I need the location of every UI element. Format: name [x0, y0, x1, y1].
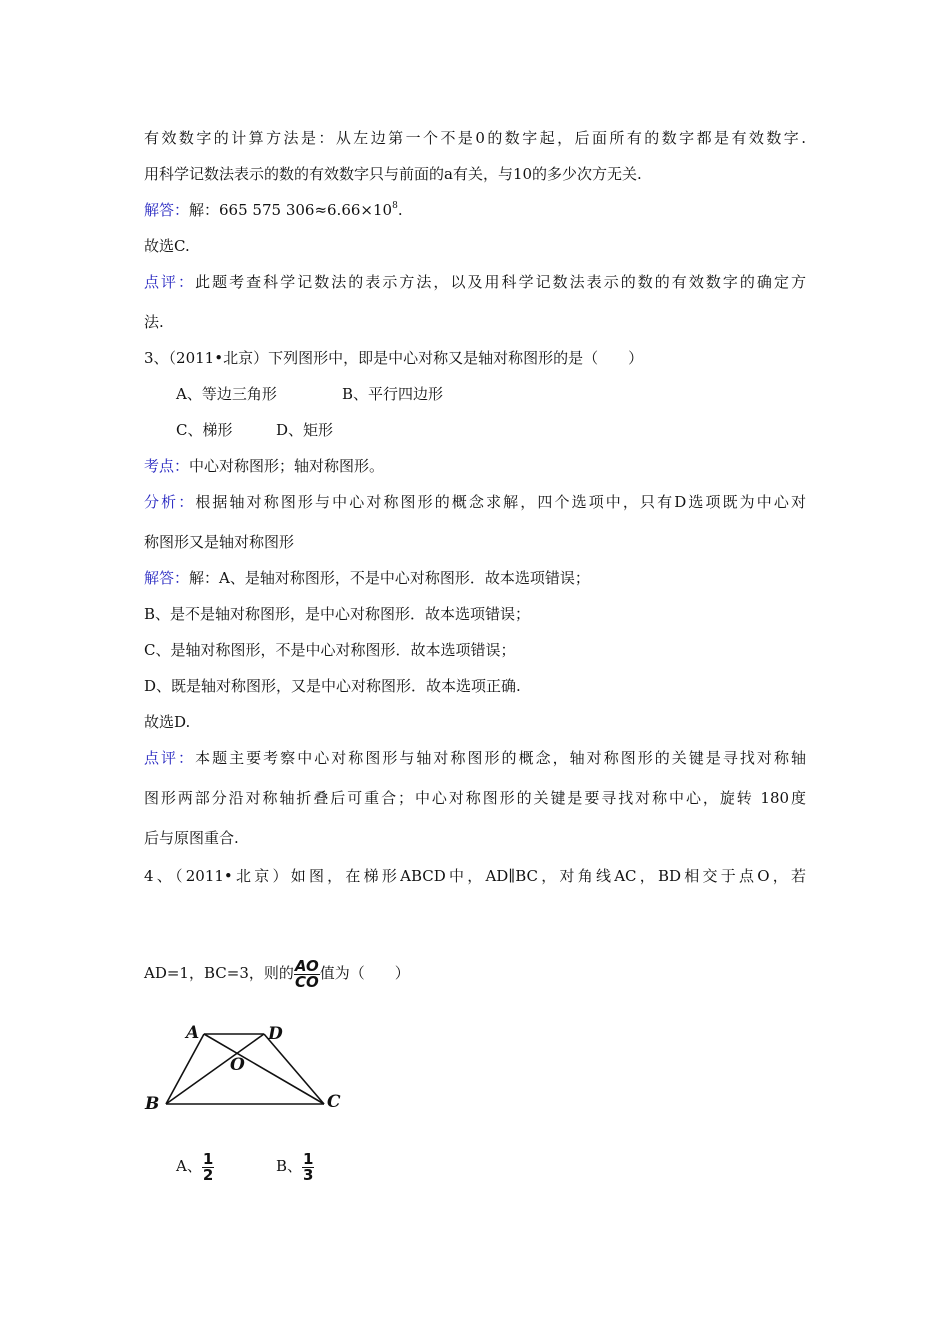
answer-end: .: [397, 201, 403, 219]
question-3: 3、（2011•北京）下列图形中，即是中心对称又是轴对称图形的是（ ）: [144, 349, 644, 367]
answer-options-row: [176, 1148, 838, 1184]
options-row: [176, 420, 838, 440]
text-line: 用科学记数法表示的数的有效数字只与前面的a有关，与10的多少次方无关.: [144, 165, 642, 183]
question-4-continued: [144, 955, 806, 991]
option-b: B、平行四边形: [342, 385, 444, 403]
vertex-label-d: D: [268, 1024, 283, 1044]
fraction-denominator: 3: [303, 1165, 314, 1184]
option-a-label: A、: [176, 1157, 202, 1175]
point-label: 考点：: [144, 457, 190, 475]
text-line: 称图形又是轴对称图形: [144, 533, 295, 551]
option-b: [276, 1148, 314, 1184]
fraction-numerator: 1: [202, 1149, 214, 1168]
text-line: C、是轴对称图形，不是中心对称图形．故本选项错误；: [144, 641, 516, 659]
fraction-denominator: CO: [294, 972, 319, 991]
fraction-numerator: 1: [303, 1149, 314, 1168]
point-label-o: O: [230, 1055, 245, 1075]
analysis-line: [144, 492, 806, 512]
option-b-label: B、: [276, 1157, 303, 1175]
text-line: 有效数字的计算方法是：从左边第一个不是0的数字起，后面所有的数字都是有效数字.: [144, 129, 806, 147]
text-line: 后与原图重合.: [144, 829, 239, 847]
question-text: AD=1，BC=3，则的: [144, 964, 294, 982]
exponent: 8: [392, 201, 398, 211]
option-c: C、梯形: [176, 421, 233, 439]
option-a: A、等边三角形: [176, 385, 277, 403]
text-line: 故选C.: [144, 237, 190, 255]
question-text: 值为（ ）: [319, 964, 410, 982]
text-line: 故选D.: [144, 713, 191, 731]
answer-line: [144, 200, 806, 220]
vertex-label-c: C: [327, 1092, 341, 1112]
text-line: D、既是轴对称图形，又是中心对称图形．故本选项正确.: [144, 677, 521, 695]
text-line: B、是不是轴对称图形，是中心对称图形．故本选项错误；: [144, 605, 531, 623]
comment-text: 本题主要考察中心对称图形与轴对称图形的概念，轴对称图形的关键是寻找对称轴: [195, 749, 806, 767]
vertex-label-b: B: [145, 1094, 160, 1114]
comment-line: [144, 748, 806, 768]
fraction-denominator: 2: [202, 1165, 214, 1184]
answer-text: 解：665 575 306≈6.66×10: [189, 201, 393, 219]
text-line: 图形两部分沿对称轴折叠后可重合；中心对称图形的关键是要寻找对称中心，旋转 180度: [144, 789, 806, 807]
trapezoid-figure: [138, 1018, 353, 1118]
trapezoid-lines: [166, 1034, 324, 1104]
option-a: [176, 1148, 276, 1184]
comment-line: [144, 272, 806, 292]
comment-label: 点评：: [144, 273, 196, 291]
question-4: 4、（2011•北京）如图，在梯形ABCD中，AD∥BC，对角线AC，BD相交于点O，若: [144, 867, 806, 885]
analysis-label: 分析：: [144, 493, 196, 511]
fraction-one-half: [202, 1149, 214, 1184]
answer-label: 解答：: [144, 569, 190, 587]
fraction-numerator: AO: [294, 956, 319, 975]
diagonal-bd: [166, 1034, 264, 1104]
options-row: [176, 384, 838, 404]
text-line: 法.: [144, 313, 164, 331]
vertex-label-a: A: [186, 1023, 200, 1043]
comment-label: 点评：: [144, 749, 196, 767]
answer-text: 解：A、是轴对称图形，不是中心对称图形．故本选项错误；: [189, 569, 590, 587]
answer-line: [144, 568, 806, 588]
analysis-text: 根据轴对称图形与中心对称图形的概念求解，四个选项中，只有D选项既为中心对: [195, 493, 806, 511]
point-text: 中心对称图形；轴对称图形。: [189, 457, 385, 475]
comment-text: 此题考查科学记数法的表示方法，以及用科学记数法表示的数的有效数字的确定方: [195, 273, 806, 291]
fraction-ao-co: [294, 956, 320, 991]
segment-ab: [166, 1034, 204, 1104]
point-line: [144, 456, 806, 476]
option-d: D、矩形: [276, 421, 334, 439]
fraction-one-third: [302, 1149, 314, 1184]
diagonal-ac: [204, 1034, 324, 1104]
answer-label: 解答：: [144, 201, 190, 219]
segment-dc: [264, 1034, 324, 1104]
